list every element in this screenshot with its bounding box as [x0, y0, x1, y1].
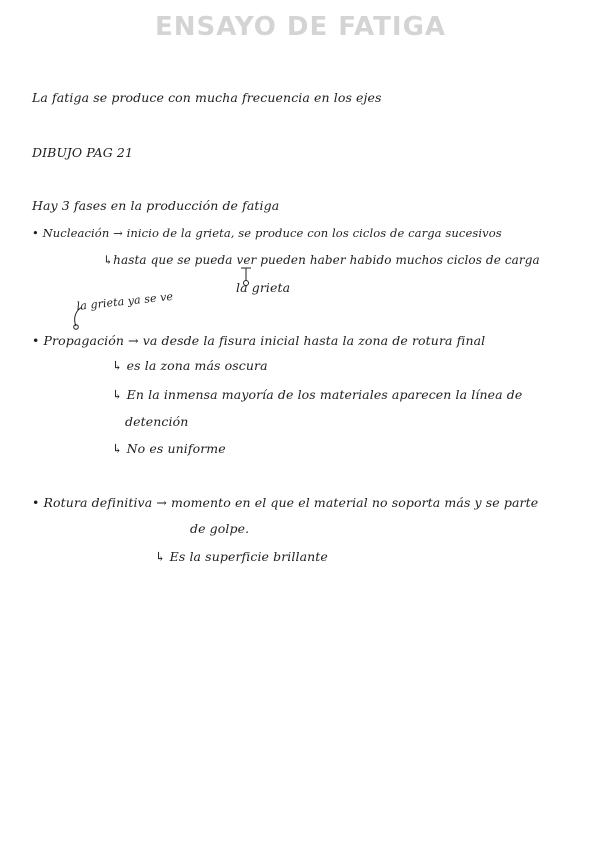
page-title: ENSAYO DE FATIGA — [154, 12, 447, 42]
propagation-point-2: ↳ En la inmensa mayoría de los materiales aparecen la línea de — [112, 387, 523, 402]
final-rupture-cont: de golpe. — [190, 521, 250, 536]
propagation-line: • Propagación → va desde la fisura inicial hasta la zona de rotura final — [32, 333, 486, 348]
final-rupture-sub: ↳ Es la superficie brillante — [155, 549, 328, 564]
nucleation-sub: ↳hasta que se pueda ver pueden haber habido muchos ciclos de carga — [103, 253, 540, 267]
crack-visible-note: la grieta ya se ve — [76, 289, 174, 313]
phases-intro: Hay 3 fases en la producción de fatiga — [32, 198, 280, 213]
nucleation-line: • Nucleación → inicio de la grieta, se produce con los ciclos de carga sucesivos — [32, 226, 502, 240]
drawing-reference: DIBUJO PAG 21 — [32, 145, 134, 160]
final-rupture-line: • Rotura definitiva → momento en el que el material no soporta más y se parte — [32, 495, 539, 510]
propagation-point-1: ↳ es la zona más oscura — [112, 358, 268, 373]
crack-annotation: la grieta — [236, 280, 291, 295]
propagation-point-3: ↳ No es uniforme — [112, 441, 226, 456]
intro-line: La fatiga se produce con mucha frecuencia en los ejes — [32, 90, 382, 105]
propagation-point-2-cont: detención — [125, 414, 189, 429]
